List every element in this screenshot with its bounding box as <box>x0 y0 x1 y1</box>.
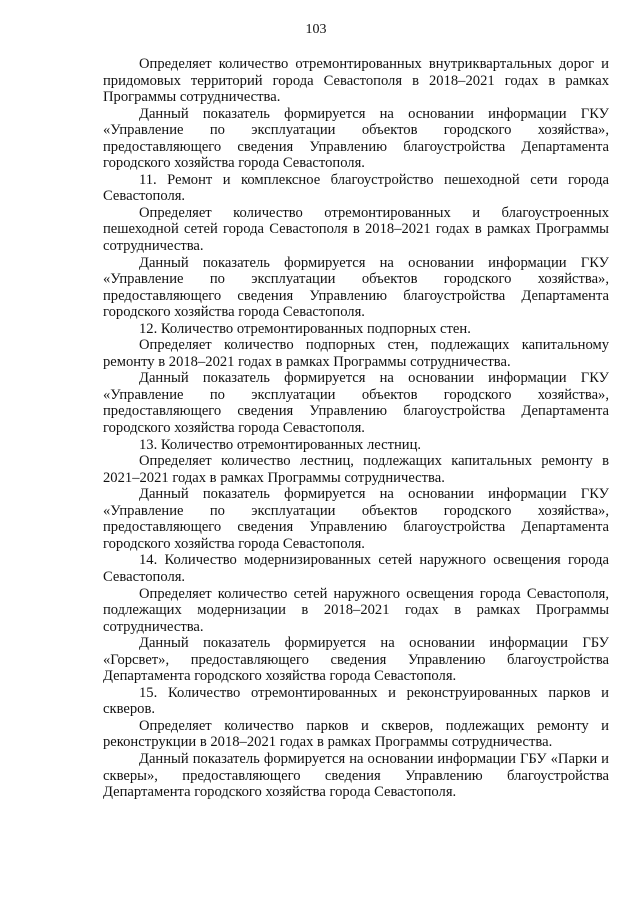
page-number: 103 <box>305 22 327 37</box>
paragraph: Определяет количество отремонтированных внутриквартальных дорог и придомовых территорий города Севастополя в 2018–2021 годах в рамках Программы сотрудничества. <box>103 56 609 106</box>
paragraph: Данный показатель формируется на основании информации ГКУ «Управление по эксплуатации объектов городского хозяйства», предоставляющего сведения Управлению благоустройства Департамента городского хозяйства города Севастополя. <box>103 254 609 321</box>
paragraph: Определяет количество лестниц, подлежащих капитальных ремонту в 2021–2021 годах в рамках Программы сотрудничества. <box>103 453 609 486</box>
paragraph: Определяет количество отремонтированных и благоустроенных пешеходной сетей города Севастополя в 2018–2021 годах в рамках Программы сотрудничества. <box>103 204 609 255</box>
paragraph: Определяет количество сетей наружного освещения города Севастополя, подлежащих модернизации в 2018–2021 годах в рамках Программы сотрудничества. <box>103 585 609 635</box>
section-heading: 14. Количество модернизированных сетей наружного освещения города Севастополя. <box>103 552 609 585</box>
paragraph: Данный показатель формируется на основании информации ГКУ «Управление по эксплуатации объектов городского хозяйства», предоставляющего сведения Управлению благоустройства Департамента городского хозяйства города Севастополя. <box>103 105 609 172</box>
section-heading: 11. Ремонт и комплексное благоустройство пешеходной сети города Севастополя. <box>103 171 609 205</box>
paragraph: Данный показатель формируется на основании информации ГКУ «Управление по эксплуатации объектов городского хозяйства», предоставляющего сведения Управлению благоустройства Департамента городского хозяйства города Севастополя. <box>103 370 609 437</box>
paragraph: Определяет количество парков и скверов, подлежащих ремонту и реконструкции в 2018–2021 годах в рамках Программы сотрудничества. <box>103 717 609 751</box>
section-heading: 12. Количество отремонтированных подпорных стен. <box>139 320 471 337</box>
section-heading: 13. Количество отремонтированных лестниц. <box>139 436 422 453</box>
document-body <box>103 56 609 801</box>
paragraph: Данный показатель формируется на основании информации ГБУ «Горсвет», предоставляющего сведения Управлению благоустройства Департамента городского хозяйства города Севастополя. <box>103 635 609 685</box>
paragraph: Данный показатель формируется на основании информации ГКУ «Управление по эксплуатации объектов городского хозяйства», предоставляющего сведения Управлению благоустройства Департамента городского хозяйства города Севастополя. <box>103 486 609 552</box>
paragraph: Определяет количество подпорных стен, подлежащих капитальному ремонту в 2018–2021 годах в рамках Программы сотрудничества. <box>103 337 609 370</box>
paragraph: Данный показатель формируется на основании информации ГБУ «Парки и скверы», предоставляющего сведения Управлению благоустройства Департамента городского хозяйства города Севастополя. <box>103 750 609 801</box>
section-heading: 15. Количество отремонтированных и реконструированных парков и скверов. <box>103 684 609 718</box>
